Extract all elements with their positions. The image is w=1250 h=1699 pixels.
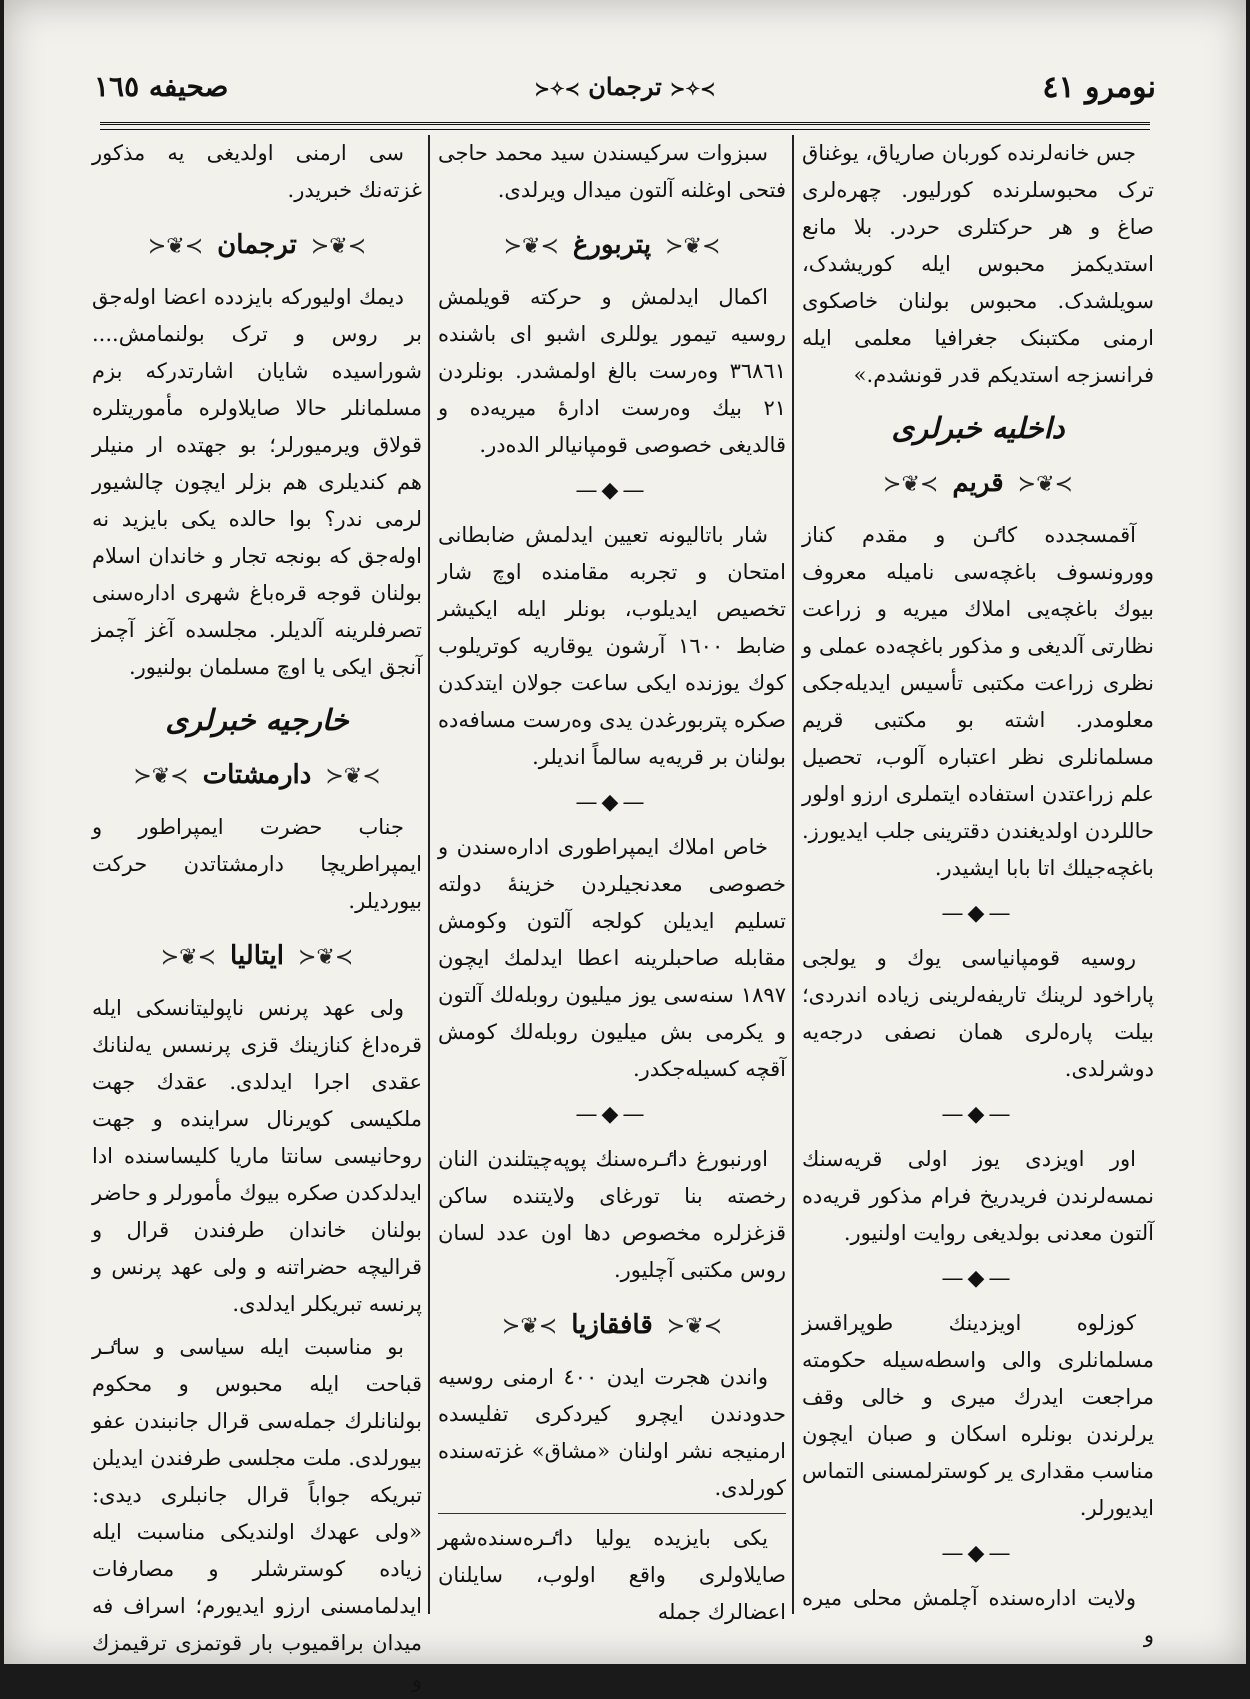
headline-darmstadt: ≻❦≺دارمشتات≻❦≺ [92,757,422,795]
article-paragraph: ولی عهد پرنس ناپولیتانسکی ایله قره‌داغ کنازینك قزی پرنسس یه‌لنانك عقدی اجرا ایدلدی. عقدك جهت ملکیسی کویرنال سرایندە و جهت روحانیسی سانتا ماریا کلیساسنده ادا ایدلدکدن صکره بیوك مأمورلر و حاضر بولنان خاندان طرفندن قرال و قرالیچه حضراتنه و ولی عهد پرنس و پرنسه تبریکلر ایدلدی. [92,996,422,1316]
separator-icon: —◆— [941,1102,1015,1127]
ornament-icon: ≻❦≺ [147,234,204,259]
separator-icon: —◆— [575,478,649,503]
title-text: ترجمان [588,72,662,101]
headline-petersburg: ≻❦≺پتربورغ≻❦≺ [438,227,786,265]
ornament-icon: ≻❦≺ [1017,472,1073,497]
headline-qirim: ≻❦≺قریم≻❦≺ [802,465,1154,503]
ornament-icon: ≻✧≺ [534,79,580,100]
divider [438,1513,786,1514]
column-left [92,135,422,1692]
page-number: صحیفه ١٦٥ [94,70,229,103]
article-paragraph: شار باتالیونه تعیین ایدلمش ضابطانی امتحان و تجربه مقامنده اوچ شار تخصیص ایدیلوب، بونلر ایله ایکیشر ضابط ١٦٠٠ آرشون یوقاریه کوتریلوب کوك یوزنده ایکی ساعت جولان ایتدکدن صکره پتربورغدن یدی وه‌رست مسافه‌ده بولنان بر قریه‌یه سالماً اندیلر. [438,523,786,769]
ornament-icon: ≻❦≺ [501,1314,558,1339]
article-paragraph: اور اویزدی یوز اولی قریه‌سنك نمسه‌لرندن فریدریخ فرام مذکور قریه‌ده آلتون معدنی بولدیغی روایت اولنیور. [802,1147,1154,1245]
headline-terjuman: ≻❦≺ترجمان≻❦≺ [92,227,422,265]
article-paragraph: واندن هجرت ایدن ٤٠٠ ارمنی روسیه حدودندن ایچرو کیردکری تفلیسده ارمنیجه نشر اولنان «مشاق» غزته‌سنده کورلدی. [438,1365,786,1500]
article-paragraph: خاص املاك ایمپراطوری اداره‌سندن و خصوصی معدنجیلردن خزینهٔ دولته تسلیم ایدیلن کولجه آلتون وکومش مقابله صاحبلرینه اعطا ایدلمك ایچون ١٨٩٧ سنه‌سی یوز میلیون روبله‌لك آلتون و یکرمی بش میلیون روبله‌لك کومش آقچه کسیله‌جکدر. [438,835,786,1081]
column-divider [428,135,430,1614]
column-right [802,135,1154,1647]
ornament-icon: ≻❦≺ [666,1314,723,1339]
ornament-icon: ≻✧≺ [670,79,716,100]
ornament-icon: ≻❦≺ [160,945,217,970]
separator-icon: —◆— [941,1541,1015,1566]
issue-number: نومرو ٤١ [1042,70,1156,105]
ornament-icon: ≻❦≺ [297,945,354,970]
article-paragraph: یکی بایزیده یولیا داٸره‌سنده‌شهر صایلاولری واقع اولوب، سایلنان اعضالرك جمله [438,1526,786,1624]
ornament-icon: ≻❦≺ [883,472,939,497]
article-paragraph: اورنبورغ داٸره‌سنك پوپه‌چیتلندن النان رخصته بنا تورغای ولایتنده ساکن قزغزلره مخصوص دها اون عدد لسان روس مکتبی آچلیور. [438,1147,786,1282]
newspaper-title [94,72,1156,101]
article-paragraph: ولایت اداره‌سنده آچلمش محلی میره و [802,1586,1154,1647]
column-divider [792,135,794,1614]
top-rule [100,122,1150,130]
ornament-icon: ≻❦≺ [665,234,721,259]
headline-kavkaz: ≻❦≺قافقازیا≻❦≺ [438,1307,786,1345]
article-paragraph: روسیه قومپانیاسی یوك و یولجی پاراخود لرینك تاریفه‌لرینی زیاده اندردی؛ بیلت پاره‌لری همان نصفی درجه‌یه دوشرلدی. [802,946,1154,1081]
article-paragraph: اکمال ایدلمش و حرکته قویلمش روسیه تیمور یوللری اشبو ای باشنده ٣٦٨٦١ وه‌رست بالغ اولمشدر. بونلردن ٢١ بیك وه‌رست ادارهٔ میریه‌ده و قالدیغی خصوصی قومپانیالر الده‌در. [438,285,786,457]
article-paragraph: آقمسجدده کاٸن و مقدم کناز وورونسوف باغچه‌سی نامیله معروف بیوك باغچه‌یی املاك میریه و زراعت نظارتی آلدیغی و مذکور باغچه‌ده عملی و نظری زراعت مکتبی تأسیس ایدیله‌جکی معلومدر. اشته بو مکتبی قریم مسلمانلری نظر اعتباره آلوب، تحصیل علم زراعتدن استفاده ایتملری ارزو اولور حاللردن اولدیغندن دقترینی جلب ایدیورز. باغچه‌جیلك اتا بابا ایشیدر. [802,523,1154,880]
separator-icon: —◆— [941,1266,1015,1291]
article-paragraph: کوزلوه اویزدینك طوپراقسز مسلمانلری والی واسطه‌سیله حکومته مراجعت ایدرك میری و خالی وقف یرلرندن بونلره اسکان و صبان ایچون مناسب مقداری یر کوسترلمسنی التماس ایدیورلر. [802,1311,1154,1520]
article-paragraph: بو مناسبت ایله سیاسی و ساٸر قباحت ایله محبوس و محکوم بولنانلرك جمله‌سی قرال جانبندن عفو بیورلدی. ملت مجلسی طرفندن ایدیلن تبریکه جواباً قرال جانبلری دیدی: «ولی عهدك اولندیکی مناسبت ایله زیاده کوسترشلر و مصارفات ایدلمامسنی ارزو ایدیورم؛ اسراف فه میدان براقمیوب بار قوتمزی ترقیمزك و [92,1335,422,1692]
headline-italia: ≻❦≺ایتالیا≻❦≺ [92,938,422,976]
separator-icon: —◆— [575,790,649,815]
newspaper-page [4,0,1246,1692]
article-paragraph: سی ارمنی اولدیغی یه مذکور غزته‌نك خبریدر. [92,141,422,202]
separator-icon: —◆— [941,901,1015,926]
column-middle [438,135,786,1624]
article-paragraph: سبزوات سرکیسندن سید محمد حاجی فتحی اوغلنه آلتون میدال ویرلدی. [438,141,786,202]
ornament-icon: ≻❦≺ [310,234,367,259]
article-paragraph: جس خانه‌لرنده کوربان صاریاق، یوغناق ترک محبوسلرنده کورلیور. چهره‌لری صاغ و هر حرکتلری حردر. بلا مانع استدیکمز محبوس ایله کوریشدک، سویلشدک. محبوس بولنان خاصکوی ارمنی مکتبنک جغرافیا معلمی ایله فرانسزجه استدیکم قدر قونشدم.» [802,141,1154,387]
article-paragraph: دیمك اولیورکه بایزدده اعضا اوله‌جق بر روس و ترک بولنمامش.... شوراسیده شایان اشارتدرکه بزم مسلمانلر حالا صایلاولره مأموریتلره قولاق ویرمیورلر؛ بو جهتده ار منیلر هم کندیلری هم بزلر ایچون چالشیور لرمی ندر؟ بوا حالده یکی بایزید نه اوله‌جق که بونجه تجار و خاندان اسلام بولنان قوجه قره‌باغ شهری اداره‌سنی تصرفلرینه آلدیلر. مجلسده آغز آچمز آنجق ایکی یا اوچ مسلمان بولنیور. [92,285,422,679]
ornament-icon: ≻❦≺ [503,234,559,259]
section-title-foreign: خارجیه خبرلری [165,703,349,737]
ornament-icon: ≻❦≺ [325,764,381,789]
section-title-domestic: داخلیه خبرلری [891,411,1065,445]
separator-icon: —◆— [575,1102,649,1127]
article-paragraph: جناب حضرت ایمپراطور و ایمپراطریچا دارمشتاتدن حرکت بیوردیلر. [92,815,422,913]
masthead [94,62,1156,112]
ornament-icon: ≻❦≺ [133,764,189,789]
